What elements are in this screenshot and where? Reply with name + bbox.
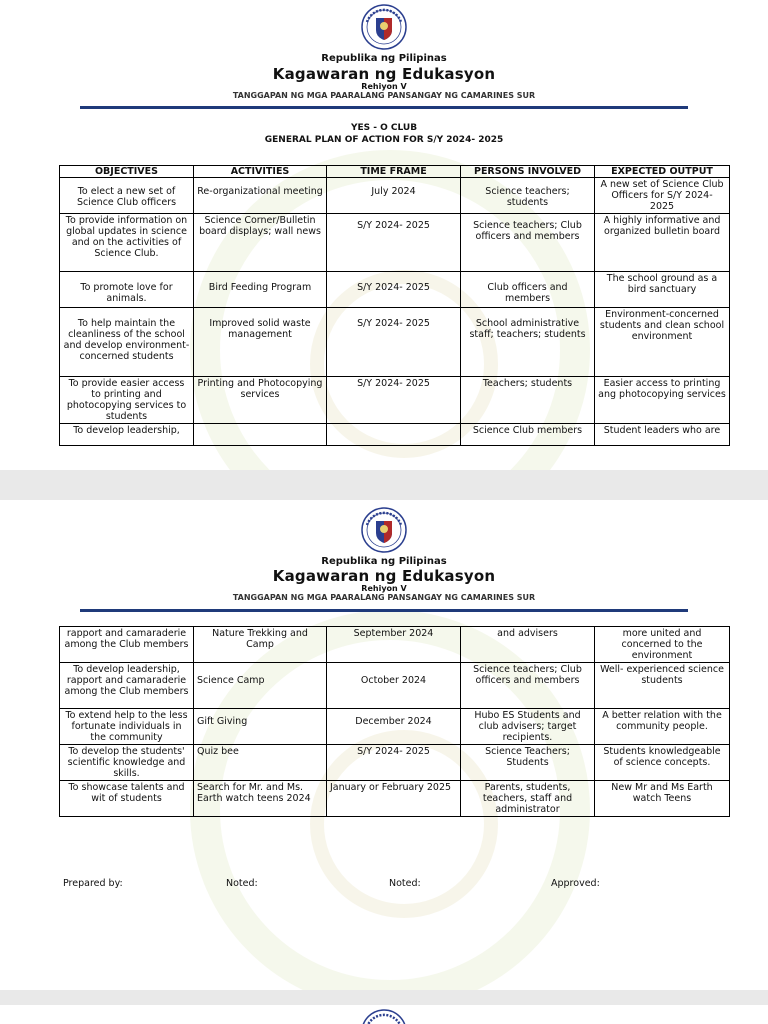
column-header-time-frame: TIME FRAME: [327, 166, 461, 178]
plan-title: GENERAL PLAN OF ACTION FOR S/Y 2024- 2025: [264, 135, 504, 145]
objective-cell: To extend help to the less fortunate individuals in the community: [60, 709, 194, 745]
persons-cell: Science teachers; students: [461, 178, 595, 214]
time-frame-cell: S/Y 2024- 2025: [327, 377, 461, 424]
time-frame-cell: S/Y 2024- 2025: [327, 214, 461, 272]
output-cell: Environment-concerned students and clean school environment: [595, 308, 730, 377]
region-label: Rehiyon V: [361, 82, 407, 91]
objective-cell: To develop leadership,: [60, 424, 194, 446]
document-page-2: [0, 500, 768, 990]
objective-cell: To develop leadership, rapport and camaraderie among the Club members: [60, 663, 194, 709]
persons-cell: Science Club members: [461, 424, 595, 446]
output-cell: [595, 178, 730, 214]
department-title: Kagawaran ng Edukasyon: [272, 567, 496, 585]
table-row: [60, 424, 730, 446]
deped-seal-icon: [361, 507, 407, 553]
republic-label: Republika ng Pilipinas: [321, 53, 447, 64]
activity-cell: [194, 424, 327, 446]
objective-cell: To promote love for animals.: [60, 272, 194, 308]
activity-cell: Quiz bee: [194, 745, 327, 781]
republic-label: Republika ng Pilipinas: [321, 556, 447, 567]
office-label: TANGGAPAN NG MGA PAARALANG PANSANGAY NG CAMARINES SUR: [232, 593, 536, 602]
table-row: [60, 214, 730, 272]
table-row: [60, 308, 730, 377]
club-name: YES - O CLUB: [350, 123, 418, 133]
activity-cell: Nature Trekking and Camp: [194, 627, 327, 663]
activity-cell: Science Corner/Bulletin board displays; wall news: [194, 214, 327, 272]
table-row: [60, 272, 730, 308]
deped-seal-icon: [361, 1009, 407, 1024]
output-cell: A highly informative and organized bulletin board: [595, 214, 730, 272]
table-row: [60, 178, 730, 214]
table-row: [60, 745, 730, 781]
time-frame-cell: October 2024: [327, 663, 461, 709]
plan-table-page-2: [59, 626, 730, 817]
objective-cell: To help maintain the cleanliness of the school and develop environment-concerned students: [60, 308, 194, 377]
header-divider: [80, 106, 688, 109]
region-label: Rehiyon V: [361, 584, 407, 593]
activity-cell: Printing and Photocopying services: [194, 377, 327, 424]
column-header-expected-output: EXPECTED OUTPUT: [595, 166, 730, 178]
document-titles: [0, 122, 768, 146]
persons-cell: Parents, students, teachers, staff and administrator: [461, 781, 595, 817]
deped-seal-icon: [361, 4, 407, 50]
table-row: [60, 377, 730, 424]
objective-cell: To develop the students' scientific knowledge and skills.: [60, 745, 194, 781]
persons-cell: Science teachers; Club officers and members: [461, 663, 595, 709]
time-frame-cell: [327, 424, 461, 446]
approved-label: Approved:: [551, 878, 600, 889]
output-cell: A better relation with the community people.: [595, 709, 730, 745]
document-page-1: [0, 0, 768, 470]
persons-cell: Teachers; students: [461, 377, 595, 424]
output-cell: Easier access to printing ang photocopying services: [595, 377, 730, 424]
time-frame-cell: December 2024: [327, 709, 461, 745]
objective-cell: To provide easier access to printing and photocopying services to students: [60, 377, 194, 424]
time-frame-cell: S/Y 2024- 2025: [327, 308, 461, 377]
objective-cell: To showcase talents and wit of students: [60, 781, 194, 817]
department-title: Kagawaran ng Edukasyon: [272, 65, 496, 83]
output-cell: more united and concerned to the environment: [595, 627, 730, 663]
time-frame-cell: January or February 2025: [327, 781, 461, 817]
persons-cell: and advisers: [461, 627, 595, 663]
output-cell: Well- experienced science students: [595, 663, 730, 709]
time-frame-cell: S/Y 2024- 2025: [327, 272, 461, 308]
table-row: [60, 709, 730, 745]
column-header-objectives: OBJECTIVES: [60, 166, 194, 178]
objective-cell: rapport and camaraderie among the Club members: [60, 627, 194, 663]
time-frame-cell: September 2024: [327, 627, 461, 663]
noted-label-2: Noted:: [389, 878, 421, 889]
time-frame-cell: July 2024: [327, 178, 461, 214]
noted-label-1: Noted:: [226, 878, 258, 889]
activity-cell: Bird Feeding Program: [194, 272, 327, 308]
table-row: [60, 781, 730, 817]
activity-cell: Improved solid waste management: [194, 308, 327, 377]
persons-cell: School administrative staff; teachers; students: [461, 308, 595, 377]
prepared-by-label: Prepared by:: [63, 878, 123, 889]
persons-cell: Hubo ES Students and club advisers; target recipients.: [461, 709, 595, 745]
time-frame-cell: S/Y 2024- 2025: [327, 745, 461, 781]
column-header-persons-involved: PERSONS INVOLVED: [461, 166, 595, 178]
activity-cell: Science Camp: [194, 663, 327, 709]
persons-cell: Science Teachers; Students: [461, 745, 595, 781]
table-row: [60, 627, 730, 663]
persons-cell: Club officers and members: [461, 272, 595, 308]
output-cell: The school ground as a bird sanctuary: [595, 272, 730, 308]
objective-cell: To elect a new set of Science Club officers: [60, 178, 194, 214]
plan-table-page-1: [59, 165, 730, 446]
persons-cell: Science teachers; Club officers and members: [461, 214, 595, 272]
office-label: TANGGAPAN NG MGA PAARALANG PANSANGAY NG CAMARINES SUR: [232, 91, 536, 100]
table-row: [60, 663, 730, 709]
document-page-3: [0, 1005, 768, 1024]
output-cell: Students knowledgeable of science concepts.: [595, 745, 730, 781]
activity-cell: Re-organizational meeting: [194, 178, 327, 214]
output-cell: Student leaders who are: [595, 424, 730, 446]
activity-cell: Search for Mr. and Ms. Earth watch teens 2024: [194, 781, 327, 817]
activity-cell: Gift Giving: [194, 709, 327, 745]
output-text: A new set of Science Club Officers for S/Y 2024- 2025: [600, 179, 724, 212]
column-header-activities: ACTIVITIES: [194, 166, 327, 178]
header-divider: [80, 609, 688, 612]
objective-cell: To provide information on global updates in science and on the activities of Science Club.: [60, 214, 194, 272]
table-header-row: [60, 166, 730, 178]
output-cell: New Mr and Ms Earth watch Teens: [595, 781, 730, 817]
